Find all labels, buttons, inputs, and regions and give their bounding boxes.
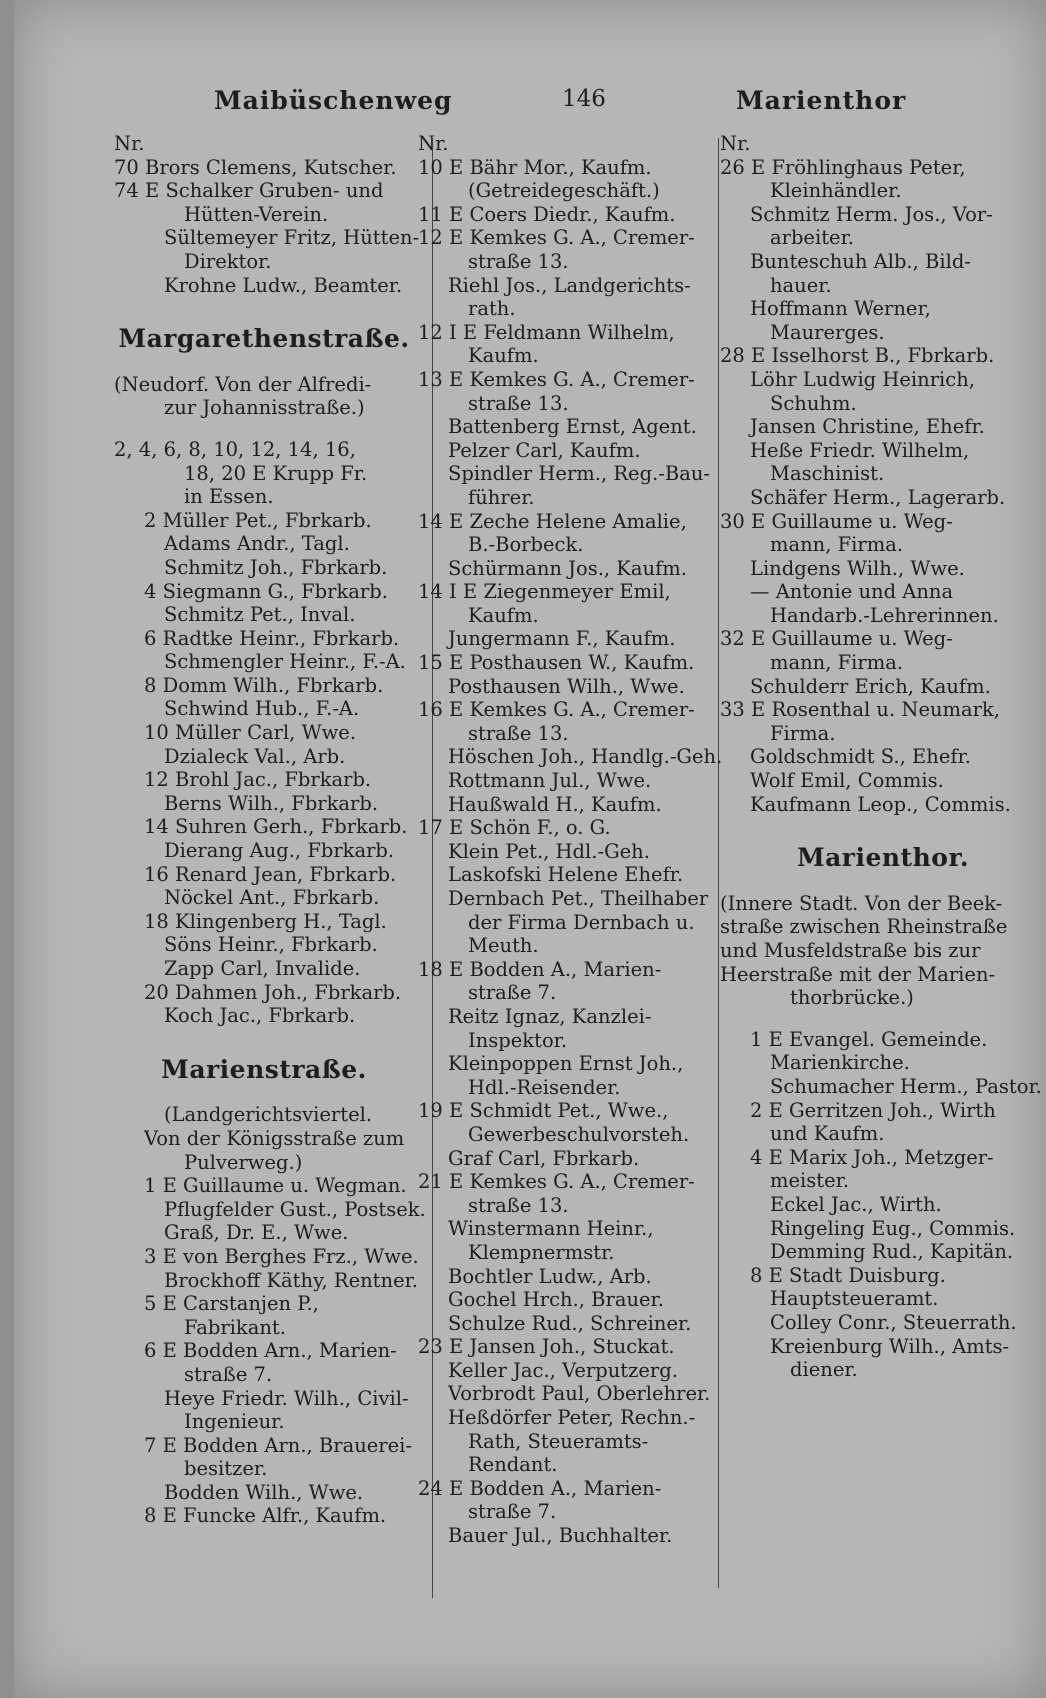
directory-entry-line: Marienkirche. — [770, 1051, 910, 1075]
directory-entry-line: Riehl Jos., Landgerichts- — [448, 273, 691, 297]
directory-entry-line: Direktor. — [184, 249, 272, 273]
directory-entry-line: führer. — [468, 485, 535, 509]
directory-entry-line: 4 Siegmann G., Fbrkarb. — [144, 579, 388, 603]
directory-entry-line: 23 E Jansen Joh., Stuckat. — [418, 1335, 675, 1359]
directory-entry-line: Heye Friedr. Wilh., Civil- — [164, 1386, 409, 1410]
directory-entry-line: Demming Rud., Kapitän. — [770, 1240, 1014, 1264]
directory-entry-line: Dierang Aug., Fbrkarb. — [164, 839, 395, 863]
directory-entry-line: Bodden Wilh., Wwe. — [164, 1480, 364, 1504]
directory-entry-line: Graß, Dr. E., Wwe. — [164, 1221, 349, 1245]
directory-entry-line: straße 13. — [468, 391, 569, 415]
directory-entry-line: Schwind Hub., F.-A. — [164, 697, 360, 721]
directory-entry-line: 12 I E Feldmann Wilhelm, — [418, 320, 675, 344]
directory-entry-line: der Firma Dernbach u. — [468, 910, 695, 934]
directory-entry-line: Pelzer Carl, Kaufm. — [448, 438, 641, 462]
column-divider-right — [718, 138, 719, 1588]
directory-entry-line: straße 7. — [184, 1362, 273, 1386]
directory-entry-line: straße 13. — [468, 721, 569, 745]
directory-entry-line: straße zwischen Rheinstraße — [720, 915, 1008, 939]
directory-entry-line: Heßdörfer Peter, Rechn.- — [448, 1406, 696, 1430]
directory-entry-line: Bauer Jul., Buchhalter. — [448, 1524, 673, 1548]
directory-entry-line: Bochtler Ludw., Arb. — [448, 1264, 652, 1288]
directory-entry-line: B.-Borbeck. — [468, 533, 584, 557]
directory-entry-line: Zapp Carl, Invalide. — [164, 957, 361, 980]
directory-entry-line: Schmitz Joh., Fbrkarb. — [164, 555, 388, 579]
directory-entry-line: Klein Pet., Hdl.-Geh. — [448, 839, 650, 863]
directory-entry-line: Battenberg Ernst, Agent. — [448, 415, 697, 439]
directory-entry-line: und Kaufm. — [770, 1122, 885, 1146]
directory-entry-line: Reitz Ignaz, Kanzlei- — [448, 1004, 652, 1028]
directory-entry-line: Schmengler Heinr., F.-A. — [164, 650, 406, 674]
directory-entry-line: 18 Klingenberg H., Tagl. — [144, 909, 387, 933]
directory-entry-line: 1 E Evangel. Gemeinde. — [750, 1027, 988, 1051]
directory-entry-line: 26 E Fröhlinghaus Peter, — [720, 155, 966, 179]
directory-entry-line: 70 Brors Clemens, Kutscher. — [114, 155, 397, 179]
directory-entry-line: Rottmann Jul., Wwe. — [448, 769, 652, 793]
directory-entry-line: Schmitz Herm. Jos., Vor- — [750, 202, 993, 226]
directory-entry-line: Nr. — [114, 132, 145, 155]
directory-entry-line: straße 7. — [468, 1500, 557, 1524]
directory-entry-line: 13 E Kemkes G. A., Cremer- — [418, 367, 695, 391]
directory-entry-line: besitzer. — [184, 1457, 268, 1481]
directory-entry-line: Heße Friedr. Wilhelm, — [750, 438, 970, 462]
directory-entry-line: Söns Heinr., Fbrkarb. — [164, 933, 378, 957]
directory-entry-line: Wolf Emil, Commis. — [750, 769, 944, 793]
directory-entry-line: 11 E Coers Diedr., Kaufm. — [418, 202, 676, 226]
directory-entry-line: hauer. — [770, 273, 832, 297]
directory-entry-line: rath. — [468, 297, 516, 321]
directory-entry-line: 20 Dahmen Joh., Fbrkarb. — [144, 980, 402, 1004]
directory-entry-line: in Essen. — [184, 485, 274, 509]
directory-entry-line: Schulze Rud., Schreiner. — [448, 1311, 692, 1335]
directory-entry-line: 2 Müller Pet., Fbrkarb. — [144, 508, 372, 532]
street-heading: Marienthor. — [796, 843, 970, 873]
directory-entry-line: Kreienburg Wilh., Amts- — [770, 1334, 1010, 1358]
directory-entry-line: Heerstraße mit der Marien- — [720, 962, 996, 986]
directory-entry-line: 10 Müller Carl, Wwe. — [144, 721, 357, 745]
directory-entry-line: 14 E Zeche Helene Amalie, — [418, 509, 687, 533]
directory-entry-line: straße 13. — [468, 249, 569, 273]
column-2 — [418, 132, 723, 1548]
directory-entry-line: Maurerges. — [770, 320, 885, 344]
directory-entry-line: Hütten-Verein. — [184, 202, 329, 226]
directory-entry-line: Colley Conr., Steuerrath. — [770, 1310, 1017, 1334]
directory-entry-line: 19 E Schmidt Pet., Wwe., — [418, 1099, 669, 1123]
directory-entry-line: (Landgerichtsviertel. — [164, 1103, 373, 1127]
directory-entry-line: Posthausen Wilh., Wwe. — [448, 674, 685, 698]
street-heading: Margarethenstraße. — [118, 324, 410, 354]
directory-entry-line: Schumacher Herm., Pastor. — [770, 1074, 1042, 1098]
directory-entry-line: Handarb.-Lehrerinnen. — [770, 603, 999, 627]
directory-entry-line: Schürmann Jos., Kaufm. — [448, 556, 687, 580]
directory-entry-line: 12 Brohl Jac., Fbrkarb. — [144, 768, 372, 792]
directory-entry-line: 21 E Kemkes G. A., Cremer- — [418, 1170, 695, 1194]
directory-entry-line: (Getreidegeschäft.) — [468, 179, 660, 203]
directory-entry-line: Eckel Jac., Wirth. — [770, 1192, 942, 1216]
directory-entry-line: 5 E Carstanjen P., — [144, 1292, 319, 1316]
directory-entry-line: — Antonie und Anna — [750, 580, 954, 604]
directory-entry-line: Spindler Herm., Reg.-Bau- — [448, 462, 710, 486]
header-left-street: Maibüschenweg — [214, 86, 453, 115]
directory-entry-line: Goldschmidt S., Ehefr. — [750, 745, 971, 769]
directory-entry-line: straße 7. — [468, 981, 557, 1005]
directory-entry-line: Gewerbeschulvorsteh. — [468, 1122, 690, 1146]
directory-entry-line: 33 E Rosenthal u. Neumark, — [720, 698, 1000, 722]
directory-entry-line: Nr. — [418, 132, 449, 155]
directory-entry-line: Ingenieur. — [184, 1410, 285, 1434]
directory-entry-line: mann, Firma. — [770, 533, 904, 557]
directory-entry-line: Vorbrodt Paul, Oberlehrer. — [448, 1382, 711, 1406]
directory-entry-line: straße 13. — [468, 1193, 569, 1217]
directory-entry-line: Klempnermstr. — [468, 1240, 615, 1264]
directory-entry-line: Von der Königsstraße zum — [144, 1126, 405, 1150]
directory-entry-line: 6 Radtke Heinr., Fbrkarb. — [144, 626, 400, 650]
directory-entry-line: Jansen Christine, Ehefr. — [750, 415, 985, 439]
directory-entry-line: 18 E Bodden A., Marien- — [418, 957, 662, 981]
directory-entry-line: 14 Suhren Gerh., Fbrkarb. — [144, 815, 408, 839]
directory-entry-line: (Neudorf. Von der Alfredi- — [114, 372, 372, 396]
directory-entry-line: 32 E Guillaume u. Weg- — [720, 627, 953, 651]
directory-entry-line: Dernbach Pet., Theilhaber — [448, 887, 709, 910]
directory-entry-line: Keller Jac., Verputzerg. — [448, 1358, 678, 1382]
directory-entry-line: Schulderr Erich, Kaufm. — [750, 674, 991, 698]
directory-entry-line: 8 E Funcke Alfr., Kaufm. — [144, 1504, 387, 1528]
directory-entry-line: 28 E Isselhorst B., Fbrkarb. — [720, 344, 995, 368]
directory-entry-line: Brockhoff Käthy, Rentner. — [164, 1268, 418, 1292]
directory-entry-line: 15 E Posthausen W., Kaufm. — [418, 651, 695, 675]
directory-entry-line: Maschinist. — [770, 462, 885, 486]
directory-entry-line: Adams Andr., Tagl. — [164, 532, 350, 556]
directory-entry-line: Nöckel Ant., Fbrkarb. — [164, 886, 380, 910]
directory-entry-line: Jungermann F., Kaufm. — [448, 627, 676, 651]
directory-entry-line: Pulverweg.) — [184, 1150, 303, 1174]
directory-entry-line: 8 E Stadt Duisburg. — [750, 1263, 946, 1287]
directory-entry-line: meister. — [770, 1169, 850, 1193]
directory-entry-line: Koch Jac., Fbrkarb. — [164, 1004, 356, 1028]
directory-entry-line: 16 E Kemkes G. A., Cremer- — [418, 698, 695, 722]
column-1 — [114, 132, 426, 1528]
directory-entry-line: 12 E Kemkes G. A., Cremer- — [418, 226, 695, 250]
directory-entry-line: 2, 4, 6, 8, 10, 12, 14, 16, — [114, 437, 356, 461]
directory-entry-line: 16 Renard Jean, Fbrkarb. — [144, 862, 397, 886]
spacer — [720, 1010, 1046, 1028]
directory-entry-line: Berns Wilh., Fbrkarb. — [164, 791, 379, 815]
directory-entry-line: diener. — [790, 1358, 858, 1382]
directory-entry-line: Rath, Steueramts- — [468, 1429, 649, 1453]
directory-entry-line: 8 Domm Wilh., Fbrkarb. — [144, 673, 384, 697]
directory-entry-line: Hdl.-Reisender. — [468, 1075, 621, 1099]
directory-entry-line: Schmitz Pet., Inval. — [164, 603, 356, 627]
page-header — [14, 86, 1046, 126]
directory-entry-line: 2 E Gerritzen Joh., Wirth — [750, 1098, 996, 1122]
directory-entry-line: und Musfeldstraße bis zur — [720, 939, 981, 962]
directory-entry-line: Meuth. — [468, 934, 539, 958]
directory-entry-line: Kleinpoppen Ernst Joh., — [448, 1052, 684, 1076]
directory-entry-line: Höschen Joh., Handlg.-Geh. — [448, 745, 723, 769]
directory-entry-line: 4 E Marix Joh., Metzger- — [750, 1145, 994, 1169]
directory-entry-line: 30 E Guillaume u. Weg- — [720, 509, 953, 533]
directory-entry-line: Fabrikant. — [184, 1315, 286, 1339]
directory-entry-line: 7 E Bodden Arn., Brauerei- — [144, 1433, 412, 1457]
directory-entry-line: Haußwald H., Kaufm. — [448, 792, 662, 816]
directory-entry-line: Ringeling Eug., Commis. — [770, 1216, 1016, 1240]
directory-entry-line: mann, Firma. — [770, 651, 904, 675]
directory-entry-line: 24 E Bodden A., Marien- — [418, 1476, 662, 1500]
directory-entry-line: Graf Carl, Fbrkarb. — [448, 1146, 640, 1170]
directory-entry-line: 17 E Schön F., o. G. — [418, 816, 611, 840]
directory-entry-line: 74 E Schalker Gruben- und — [114, 179, 384, 203]
directory-entry-line: Sültemeyer Fritz, Hütten- — [164, 226, 420, 250]
directory-entry-line: Bunteschuh Alb., Bild- — [750, 249, 971, 273]
directory-entry-line: Laskofski Helene Ehefr. — [448, 863, 684, 887]
spacer — [114, 420, 414, 438]
directory-entry-line: Firma. — [770, 721, 836, 745]
directory-entry-line: Kaufm. — [468, 344, 539, 368]
directory-entry-line: 6 E Bodden Arn., Marien- — [144, 1339, 397, 1363]
header-right-street: Marienthor — [736, 86, 907, 115]
directory-page — [14, 0, 1046, 1698]
directory-entry-line: 18, 20 E Krupp Fr. — [184, 461, 368, 485]
directory-entry-line: Inspektor. — [468, 1028, 568, 1052]
directory-entry-line: Kaufmann Leop., Commis. — [750, 792, 1011, 816]
directory-entry-line: Lindgens Wilh., Wwe. — [750, 556, 965, 580]
directory-entry-line: Rendant. — [468, 1453, 558, 1477]
directory-entry-line: 14 I E Ziegenmeyer Emil, — [418, 580, 671, 604]
directory-entry-line: Schäfer Herm., Lagerarb. — [750, 485, 1006, 509]
directory-entry-line: Löhr Ludwig Heinrich, — [750, 367, 975, 391]
directory-entry-line: Hoffmann Werner, — [750, 297, 931, 321]
directory-entry-line: Kaufm. — [468, 603, 539, 627]
directory-entry-line: Nr. — [720, 132, 751, 155]
directory-entry-line: arbeiter. — [770, 226, 854, 250]
directory-entry-line: Winstermann Heinr., — [448, 1217, 654, 1241]
directory-entry-line: Dzialeck Val., Arb. — [164, 744, 346, 768]
page-number: 146 — [562, 86, 606, 112]
street-heading: Marienstraße. — [161, 1054, 367, 1084]
directory-entry-line: (Innere Stadt. Von der Beek- — [720, 891, 1003, 915]
directory-entry-line: thorbrücke.) — [790, 986, 914, 1010]
column-3 — [720, 132, 1046, 1382]
directory-entry-line: Schuhm. — [770, 391, 857, 415]
directory-entry-line: 1 E Guillaume u. Wegman. — [144, 1174, 407, 1198]
directory-entry-line: Krohne Ludw., Beamter. — [164, 273, 403, 297]
directory-entry-line: Kleinhändler. — [770, 179, 902, 203]
directory-entry-line: Gochel Hrch., Brauer. — [448, 1288, 664, 1312]
directory-entry-line: 3 E von Berghes Frz., Wwe. — [144, 1244, 419, 1268]
directory-entry-line: zur Johannisstraße.) — [164, 396, 365, 420]
directory-entry-line: Pflugfelder Gust., Postsek. — [164, 1197, 426, 1221]
directory-entry-line: 10 E Bähr Mor., Kaufm. — [418, 155, 652, 179]
directory-entry-line: Hauptsteueramt. — [770, 1287, 939, 1311]
